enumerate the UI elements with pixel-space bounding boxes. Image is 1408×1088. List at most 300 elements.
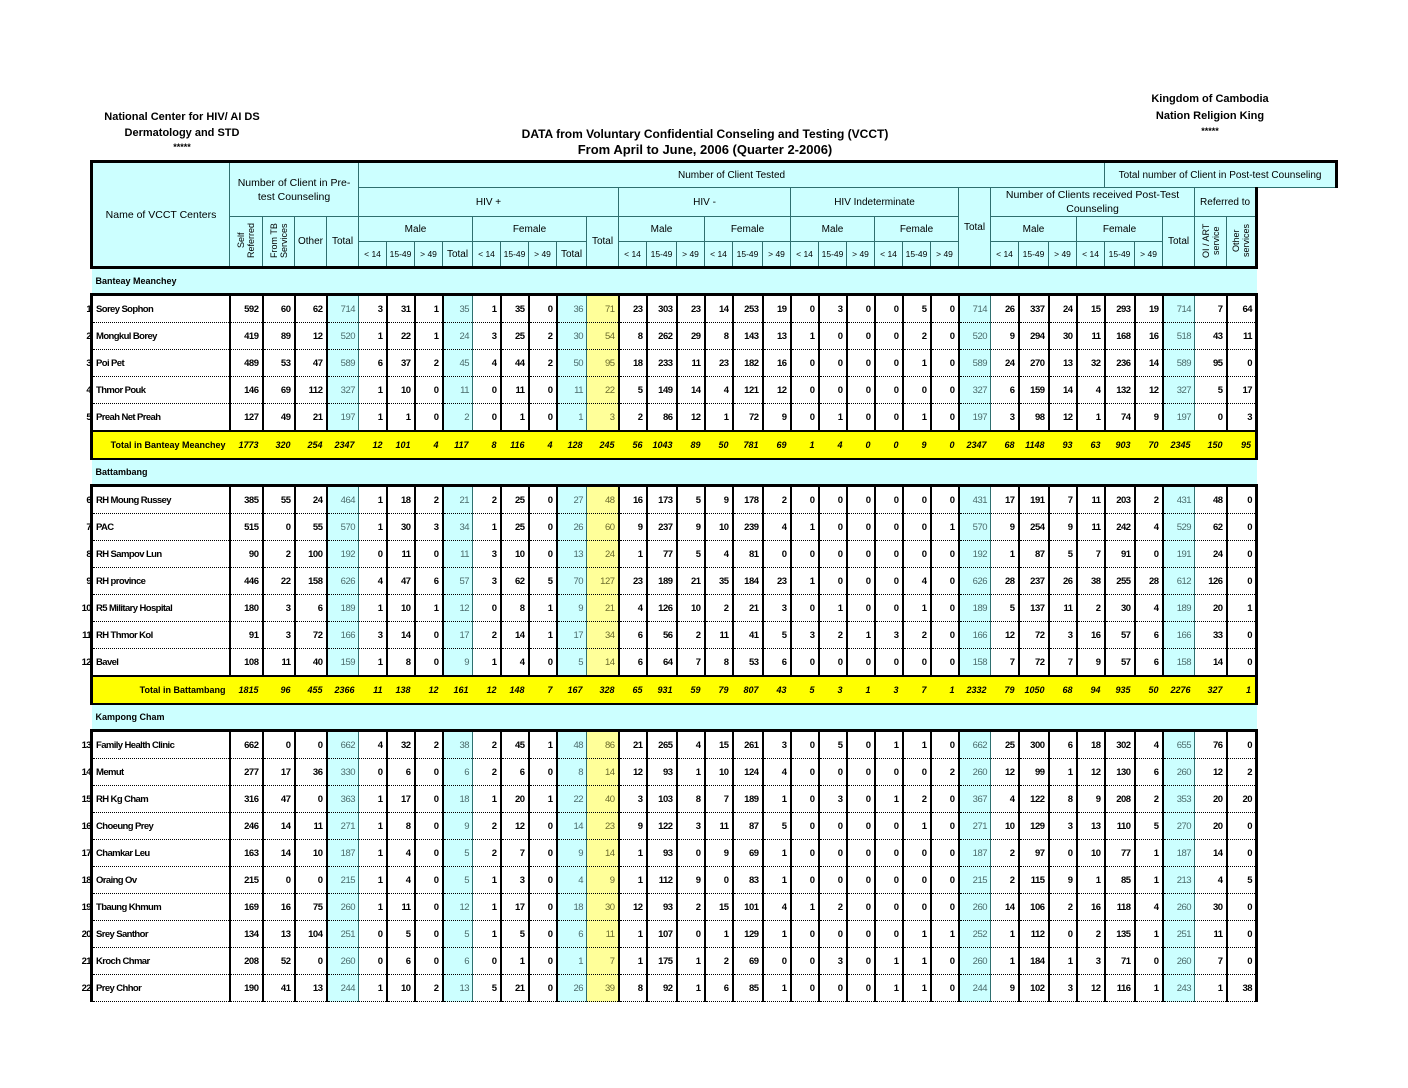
data-cell: 0 xyxy=(263,514,295,541)
data-cell: 2 xyxy=(903,323,931,350)
total-cell: 128 xyxy=(557,431,587,459)
province-heading: Battambang xyxy=(92,459,1257,486)
data-cell: 4 xyxy=(705,541,733,568)
data-cell: 1 xyxy=(473,921,501,948)
data-cell: 9 xyxy=(991,975,1019,1002)
data-cell: 385 xyxy=(230,486,263,514)
total-cell: 89 xyxy=(677,431,705,459)
col-header-age-total: Total xyxy=(443,242,473,268)
col-header-age-a1549: 15-49 xyxy=(1105,242,1135,268)
data-cell: 7 xyxy=(1195,948,1227,975)
total-cell: 63 xyxy=(1077,431,1105,459)
col-header-age-lt14: < 14 xyxy=(705,242,733,268)
col-header-pos-female: Female xyxy=(473,217,587,242)
data-cell: 246 xyxy=(230,813,263,840)
data-cell: 0 xyxy=(847,595,875,622)
data-cell: 5 xyxy=(1049,541,1077,568)
data-cell: 32 xyxy=(387,731,415,759)
data-cell: 1 xyxy=(875,731,903,759)
col-header-posttest: Total number of Client in Post-test Counseling xyxy=(1105,162,1337,188)
total-cell: 116 xyxy=(501,431,529,459)
data-cell: 30 xyxy=(1195,894,1227,921)
data-cell: 166 xyxy=(959,622,991,649)
data-cell: 10 xyxy=(295,840,327,867)
data-cell: 0 xyxy=(931,323,959,350)
data-cell: 0 xyxy=(1227,894,1257,921)
center-name-cell xyxy=(86,377,230,404)
data-cell: 2 xyxy=(705,595,733,622)
data-cell: 244 xyxy=(959,975,991,1002)
data-cell: 0 xyxy=(529,759,557,786)
data-cell: 48 xyxy=(1195,486,1227,514)
total-cell: 2345 xyxy=(1163,431,1195,459)
data-cell: 17 xyxy=(501,894,529,921)
data-cell: 12 xyxy=(991,759,1019,786)
data-cell: 13 xyxy=(1049,350,1077,377)
data-cell: 2 xyxy=(529,350,557,377)
data-cell: 9 xyxy=(991,323,1019,350)
data-cell: 303 xyxy=(647,295,677,323)
data-cell: 10 xyxy=(501,541,529,568)
data-cell: 1 xyxy=(931,921,959,948)
data-cell: 103 xyxy=(647,786,677,813)
data-cell: 192 xyxy=(327,541,359,568)
data-cell: 129 xyxy=(733,921,763,948)
data-cell: 1 xyxy=(903,975,931,1002)
data-cell: 1 xyxy=(903,921,931,948)
data-cell: 0 xyxy=(415,867,443,894)
data-cell: 29 xyxy=(677,323,705,350)
data-cell: 13 xyxy=(295,975,327,1002)
data-cell: 11 xyxy=(705,813,733,840)
data-cell: 3 xyxy=(819,295,847,323)
data-cell: 270 xyxy=(1019,350,1049,377)
data-cell: 12 xyxy=(619,894,647,921)
data-cell: 30 xyxy=(587,894,619,921)
col-header-name: Name of VCCT Centers xyxy=(92,162,230,268)
data-cell: 2 xyxy=(1077,595,1105,622)
data-cell: 1 xyxy=(415,323,443,350)
data-cell: 9 xyxy=(557,840,587,867)
data-cell: 0 xyxy=(529,541,557,568)
data-cell: 0 xyxy=(295,948,327,975)
total-cell: 1148 xyxy=(1019,431,1049,459)
data-cell: 192 xyxy=(959,541,991,568)
data-cell: 0 xyxy=(903,486,931,514)
data-cell: 0 xyxy=(931,377,959,404)
data-cell: 3 xyxy=(763,731,791,759)
data-cell: 71 xyxy=(587,295,619,323)
row-number: 12 xyxy=(81,656,91,668)
data-cell: 3 xyxy=(359,622,387,649)
data-cell: 115 xyxy=(1019,867,1049,894)
data-cell: 1 xyxy=(791,894,819,921)
data-cell: 239 xyxy=(733,514,763,541)
data-cell: 3 xyxy=(619,786,647,813)
data-cell: 0 xyxy=(529,921,557,948)
data-cell: 36 xyxy=(295,759,327,786)
data-cell: 0 xyxy=(903,867,931,894)
data-cell: 0 xyxy=(263,731,295,759)
data-cell: 0 xyxy=(875,568,903,595)
row-number: 8 xyxy=(86,548,91,560)
total-cell: 93 xyxy=(1049,431,1077,459)
row-number: 14 xyxy=(81,766,91,778)
data-cell: 30 xyxy=(1105,595,1135,622)
data-cell: 197 xyxy=(1163,404,1195,432)
data-cell: 0 xyxy=(819,486,847,514)
total-cell: 101 xyxy=(387,431,415,459)
data-cell: 0 xyxy=(529,894,557,921)
center-name-cell xyxy=(86,486,230,514)
data-cell: 21 xyxy=(677,568,705,595)
col-header-age-gt49: > 49 xyxy=(415,242,443,268)
data-cell: 122 xyxy=(647,813,677,840)
data-cell: 121 xyxy=(733,377,763,404)
data-cell: 14 xyxy=(991,894,1019,921)
data-cell: 6 xyxy=(991,377,1019,404)
data-cell: 40 xyxy=(295,649,327,677)
data-cell: 168 xyxy=(1105,323,1135,350)
col-header-age-a1549: 15-49 xyxy=(647,242,677,268)
col-header-hiv-neg: HIV - xyxy=(619,188,791,217)
data-cell: 33 xyxy=(1195,622,1227,649)
data-cell: 47 xyxy=(263,786,295,813)
data-cell: 0 xyxy=(791,350,819,377)
data-cell: 12 xyxy=(677,404,705,432)
center-name: Oraing Ov xyxy=(96,874,137,886)
total-cell: 327 xyxy=(1195,676,1227,704)
data-cell: 0 xyxy=(1227,568,1257,595)
data-cell: 0 xyxy=(415,404,443,432)
data-cell: 1 xyxy=(903,948,931,975)
total-cell: 781 xyxy=(733,431,763,459)
data-cell: 28 xyxy=(991,568,1019,595)
data-cell: 1 xyxy=(359,404,387,432)
data-cell: 5 xyxy=(501,921,529,948)
data-cell: 158 xyxy=(295,568,327,595)
data-cell: 14 xyxy=(557,813,587,840)
data-cell: 86 xyxy=(647,404,677,432)
data-cell: 662 xyxy=(230,731,263,759)
data-cell: 26 xyxy=(991,295,1019,323)
data-cell: 0 xyxy=(931,541,959,568)
center-name-cell xyxy=(81,786,230,813)
center-name: Poi Pet xyxy=(96,357,125,369)
data-cell: 251 xyxy=(1163,921,1195,948)
data-cell: 6 xyxy=(619,622,647,649)
data-cell: 0 xyxy=(847,404,875,432)
total-cell: 807 xyxy=(733,676,763,704)
data-cell: 81 xyxy=(733,541,763,568)
data-cell: 21 xyxy=(733,595,763,622)
data-cell: 327 xyxy=(1163,377,1195,404)
kingdom-stars: ***** xyxy=(1201,126,1219,136)
data-cell: 1 xyxy=(359,786,387,813)
data-cell: 180 xyxy=(230,595,263,622)
data-cell: 0 xyxy=(359,541,387,568)
data-cell: 37 xyxy=(387,350,415,377)
data-cell: 0 xyxy=(847,840,875,867)
data-cell: 0 xyxy=(791,975,819,1002)
col-header-other: Other xyxy=(295,217,327,268)
data-cell: 5 xyxy=(1135,813,1163,840)
data-cell: 0 xyxy=(819,921,847,948)
data-cell: 0 xyxy=(415,377,443,404)
data-cell: 132 xyxy=(1105,377,1135,404)
data-cell: 3 xyxy=(473,568,501,595)
data-cell: 2 xyxy=(415,350,443,377)
col-header-hiv-pos: HIV + xyxy=(359,188,619,217)
data-cell: 55 xyxy=(295,514,327,541)
table-row xyxy=(92,921,1337,948)
data-cell: 0 xyxy=(1135,541,1163,568)
data-cell: 11 xyxy=(705,622,733,649)
total-cell: 50 xyxy=(705,431,733,459)
data-cell: 4 xyxy=(473,350,501,377)
data-cell: 3 xyxy=(763,595,791,622)
col-header-post-total: Total xyxy=(1163,217,1195,268)
data-cell: 149 xyxy=(647,377,677,404)
data-cell: 0 xyxy=(847,786,875,813)
total-cell: 70 xyxy=(1135,431,1163,459)
data-cell: 1 xyxy=(359,595,387,622)
total-cell: 1050 xyxy=(1019,676,1049,704)
total-cell: 12 xyxy=(359,431,387,459)
data-cell: 77 xyxy=(1105,840,1135,867)
data-cell: 1 xyxy=(473,295,501,323)
total-cell: 12 xyxy=(415,676,443,704)
data-cell: 0 xyxy=(847,731,875,759)
kingdom-motto: Nation Religion King xyxy=(1155,110,1265,122)
data-cell: 4 xyxy=(1135,514,1163,541)
center-name: Mongkul Borey xyxy=(96,330,157,342)
data-cell: 62 xyxy=(501,568,529,595)
center-name: Family Health Clinic xyxy=(96,739,175,751)
data-cell: 89 xyxy=(263,323,295,350)
data-cell: 1 xyxy=(991,541,1019,568)
data-cell: 72 xyxy=(295,622,327,649)
data-cell: 7 xyxy=(1049,486,1077,514)
data-cell: 0 xyxy=(819,840,847,867)
data-cell: 0 xyxy=(931,786,959,813)
data-cell: 1 xyxy=(991,921,1019,948)
data-cell: 260 xyxy=(959,894,991,921)
data-cell: 0 xyxy=(791,867,819,894)
table-row xyxy=(92,350,1337,377)
data-cell: 118 xyxy=(1105,894,1135,921)
center-name: RH Thmor Kol xyxy=(96,629,153,641)
col-header-age-lt14: < 14 xyxy=(991,242,1019,268)
data-cell: 4 xyxy=(1135,731,1163,759)
data-cell: 1 xyxy=(903,595,931,622)
data-cell: 0 xyxy=(415,541,443,568)
data-cell: 515 xyxy=(230,514,263,541)
data-cell: 187 xyxy=(327,840,359,867)
data-cell: 175 xyxy=(647,948,677,975)
col-header-age-lt14: < 14 xyxy=(359,242,387,268)
data-cell: 1 xyxy=(903,731,931,759)
data-cell: 11 xyxy=(1227,323,1257,350)
data-cell: 215 xyxy=(230,867,263,894)
data-cell: 12 xyxy=(443,894,473,921)
data-cell: 2 xyxy=(443,404,473,432)
total-cell: 161 xyxy=(443,676,473,704)
data-cell: 0 xyxy=(847,975,875,1002)
data-cell: 6 xyxy=(295,595,327,622)
data-cell: 8 xyxy=(705,323,733,350)
data-cell: 0 xyxy=(1227,649,1257,677)
col-header-ind-female: Female xyxy=(875,217,959,242)
data-cell: 1 xyxy=(705,921,733,948)
data-cell: 0 xyxy=(1195,404,1227,432)
data-cell: 0 xyxy=(529,404,557,432)
data-cell: 2 xyxy=(991,867,1019,894)
data-cell: 18 xyxy=(443,786,473,813)
data-cell: 12 xyxy=(443,595,473,622)
data-cell: 12 xyxy=(1135,377,1163,404)
data-cell: 1 xyxy=(791,568,819,595)
data-cell: 4 xyxy=(557,867,587,894)
data-cell: 3 xyxy=(1077,948,1105,975)
data-cell: 126 xyxy=(647,595,677,622)
data-cell: 14 xyxy=(263,840,295,867)
data-cell: 17 xyxy=(1227,377,1257,404)
data-cell: 0 xyxy=(677,921,705,948)
data-cell: 0 xyxy=(791,377,819,404)
data-cell: 22 xyxy=(557,786,587,813)
total-cell: 1043 xyxy=(647,431,677,459)
data-cell: 1 xyxy=(473,894,501,921)
data-cell: 327 xyxy=(327,377,359,404)
data-cell: 293 xyxy=(1105,295,1135,323)
data-cell: 0 xyxy=(903,759,931,786)
col-header-referred: Referred to xyxy=(1195,188,1257,217)
data-cell: 0 xyxy=(875,595,903,622)
data-cell: 1 xyxy=(619,541,647,568)
data-cell: 32 xyxy=(1077,350,1105,377)
col-header-age-a1549: 15-49 xyxy=(819,242,847,268)
data-cell: 3 xyxy=(1049,622,1077,649)
data-cell: 14 xyxy=(263,813,295,840)
center-name: Srey Santhor xyxy=(96,928,148,940)
data-cell: 86 xyxy=(587,731,619,759)
table-row xyxy=(92,867,1337,894)
data-cell: 0 xyxy=(847,759,875,786)
data-cell: 0 xyxy=(847,377,875,404)
data-cell: 0 xyxy=(931,894,959,921)
data-cell: 25 xyxy=(501,486,529,514)
data-cell: 22 xyxy=(387,323,415,350)
row-number: 6 xyxy=(86,494,91,506)
data-cell: 0 xyxy=(529,867,557,894)
data-cell: 110 xyxy=(1105,813,1135,840)
data-cell: 2 xyxy=(1049,894,1077,921)
total-cell: 69 xyxy=(763,431,791,459)
total-cell: 9 xyxy=(903,431,931,459)
data-cell: 1 xyxy=(529,731,557,759)
total-cell: 3 xyxy=(819,676,847,704)
data-cell: 1 xyxy=(903,813,931,840)
total-cell: 79 xyxy=(991,676,1019,704)
data-cell: 0 xyxy=(931,867,959,894)
data-cell: 197 xyxy=(959,404,991,432)
province-heading: Banteay Meanchey xyxy=(92,268,1257,295)
data-cell: 260 xyxy=(1163,759,1195,786)
data-cell: 9 xyxy=(1135,404,1163,432)
data-cell: 5 xyxy=(1195,377,1227,404)
data-cell: 419 xyxy=(230,323,263,350)
center-name-cell xyxy=(81,975,230,1002)
data-cell: 294 xyxy=(1019,323,1049,350)
data-cell: 12 xyxy=(295,323,327,350)
data-cell: 11 xyxy=(1049,595,1077,622)
col-header-pos-male: Male xyxy=(359,217,473,242)
data-cell: 0 xyxy=(847,649,875,677)
data-cell: 0 xyxy=(791,486,819,514)
data-cell: 4 xyxy=(763,514,791,541)
data-cell: 7 xyxy=(1077,541,1105,568)
data-cell: 35 xyxy=(443,295,473,323)
data-cell: 13 xyxy=(263,921,295,948)
col-header-age-lt14: < 14 xyxy=(875,242,903,268)
data-cell: 0 xyxy=(1049,840,1077,867)
data-cell: 253 xyxy=(733,295,763,323)
col-header-age-a1549: 15-49 xyxy=(1019,242,1049,268)
data-cell: 6 xyxy=(359,350,387,377)
data-cell: 714 xyxy=(1163,295,1195,323)
data-cell: 43 xyxy=(1195,323,1227,350)
table-row xyxy=(92,786,1337,813)
data-cell: 9 xyxy=(619,813,647,840)
total-cell: 43 xyxy=(763,676,791,704)
data-cell: 5 xyxy=(763,813,791,840)
data-cell: 5 xyxy=(557,649,587,677)
data-cell: 35 xyxy=(501,295,529,323)
data-cell: 126 xyxy=(1195,568,1227,595)
data-cell: 11 xyxy=(443,541,473,568)
data-cell: 116 xyxy=(1105,975,1135,1002)
data-cell: 520 xyxy=(959,323,991,350)
data-cell: 12 xyxy=(501,813,529,840)
data-cell: 159 xyxy=(1019,377,1049,404)
data-cell: 3 xyxy=(677,813,705,840)
data-cell: 8 xyxy=(677,786,705,813)
data-cell: 23 xyxy=(677,295,705,323)
data-cell: 158 xyxy=(959,649,991,677)
col-header-age-gt49: > 49 xyxy=(1049,242,1077,268)
data-cell: 1 xyxy=(903,350,931,377)
data-cell: 38 xyxy=(1077,568,1105,595)
col-header-neg-male: Male xyxy=(619,217,705,242)
data-cell: 5 xyxy=(443,921,473,948)
center-name-cell xyxy=(81,840,230,867)
data-cell: 260 xyxy=(1163,948,1195,975)
table-header xyxy=(92,162,1337,268)
data-cell: 0 xyxy=(875,894,903,921)
data-cell: 0 xyxy=(847,948,875,975)
data-cell: 2 xyxy=(473,840,501,867)
center-name-cell xyxy=(81,894,230,921)
data-cell: 0 xyxy=(705,867,733,894)
data-cell: 271 xyxy=(327,813,359,840)
data-cell: 191 xyxy=(1163,541,1195,568)
data-cell: 25 xyxy=(991,731,1019,759)
data-cell: 0 xyxy=(1135,948,1163,975)
data-cell: 4 xyxy=(677,731,705,759)
data-cell: 1 xyxy=(359,840,387,867)
center-name-cell xyxy=(86,541,230,568)
